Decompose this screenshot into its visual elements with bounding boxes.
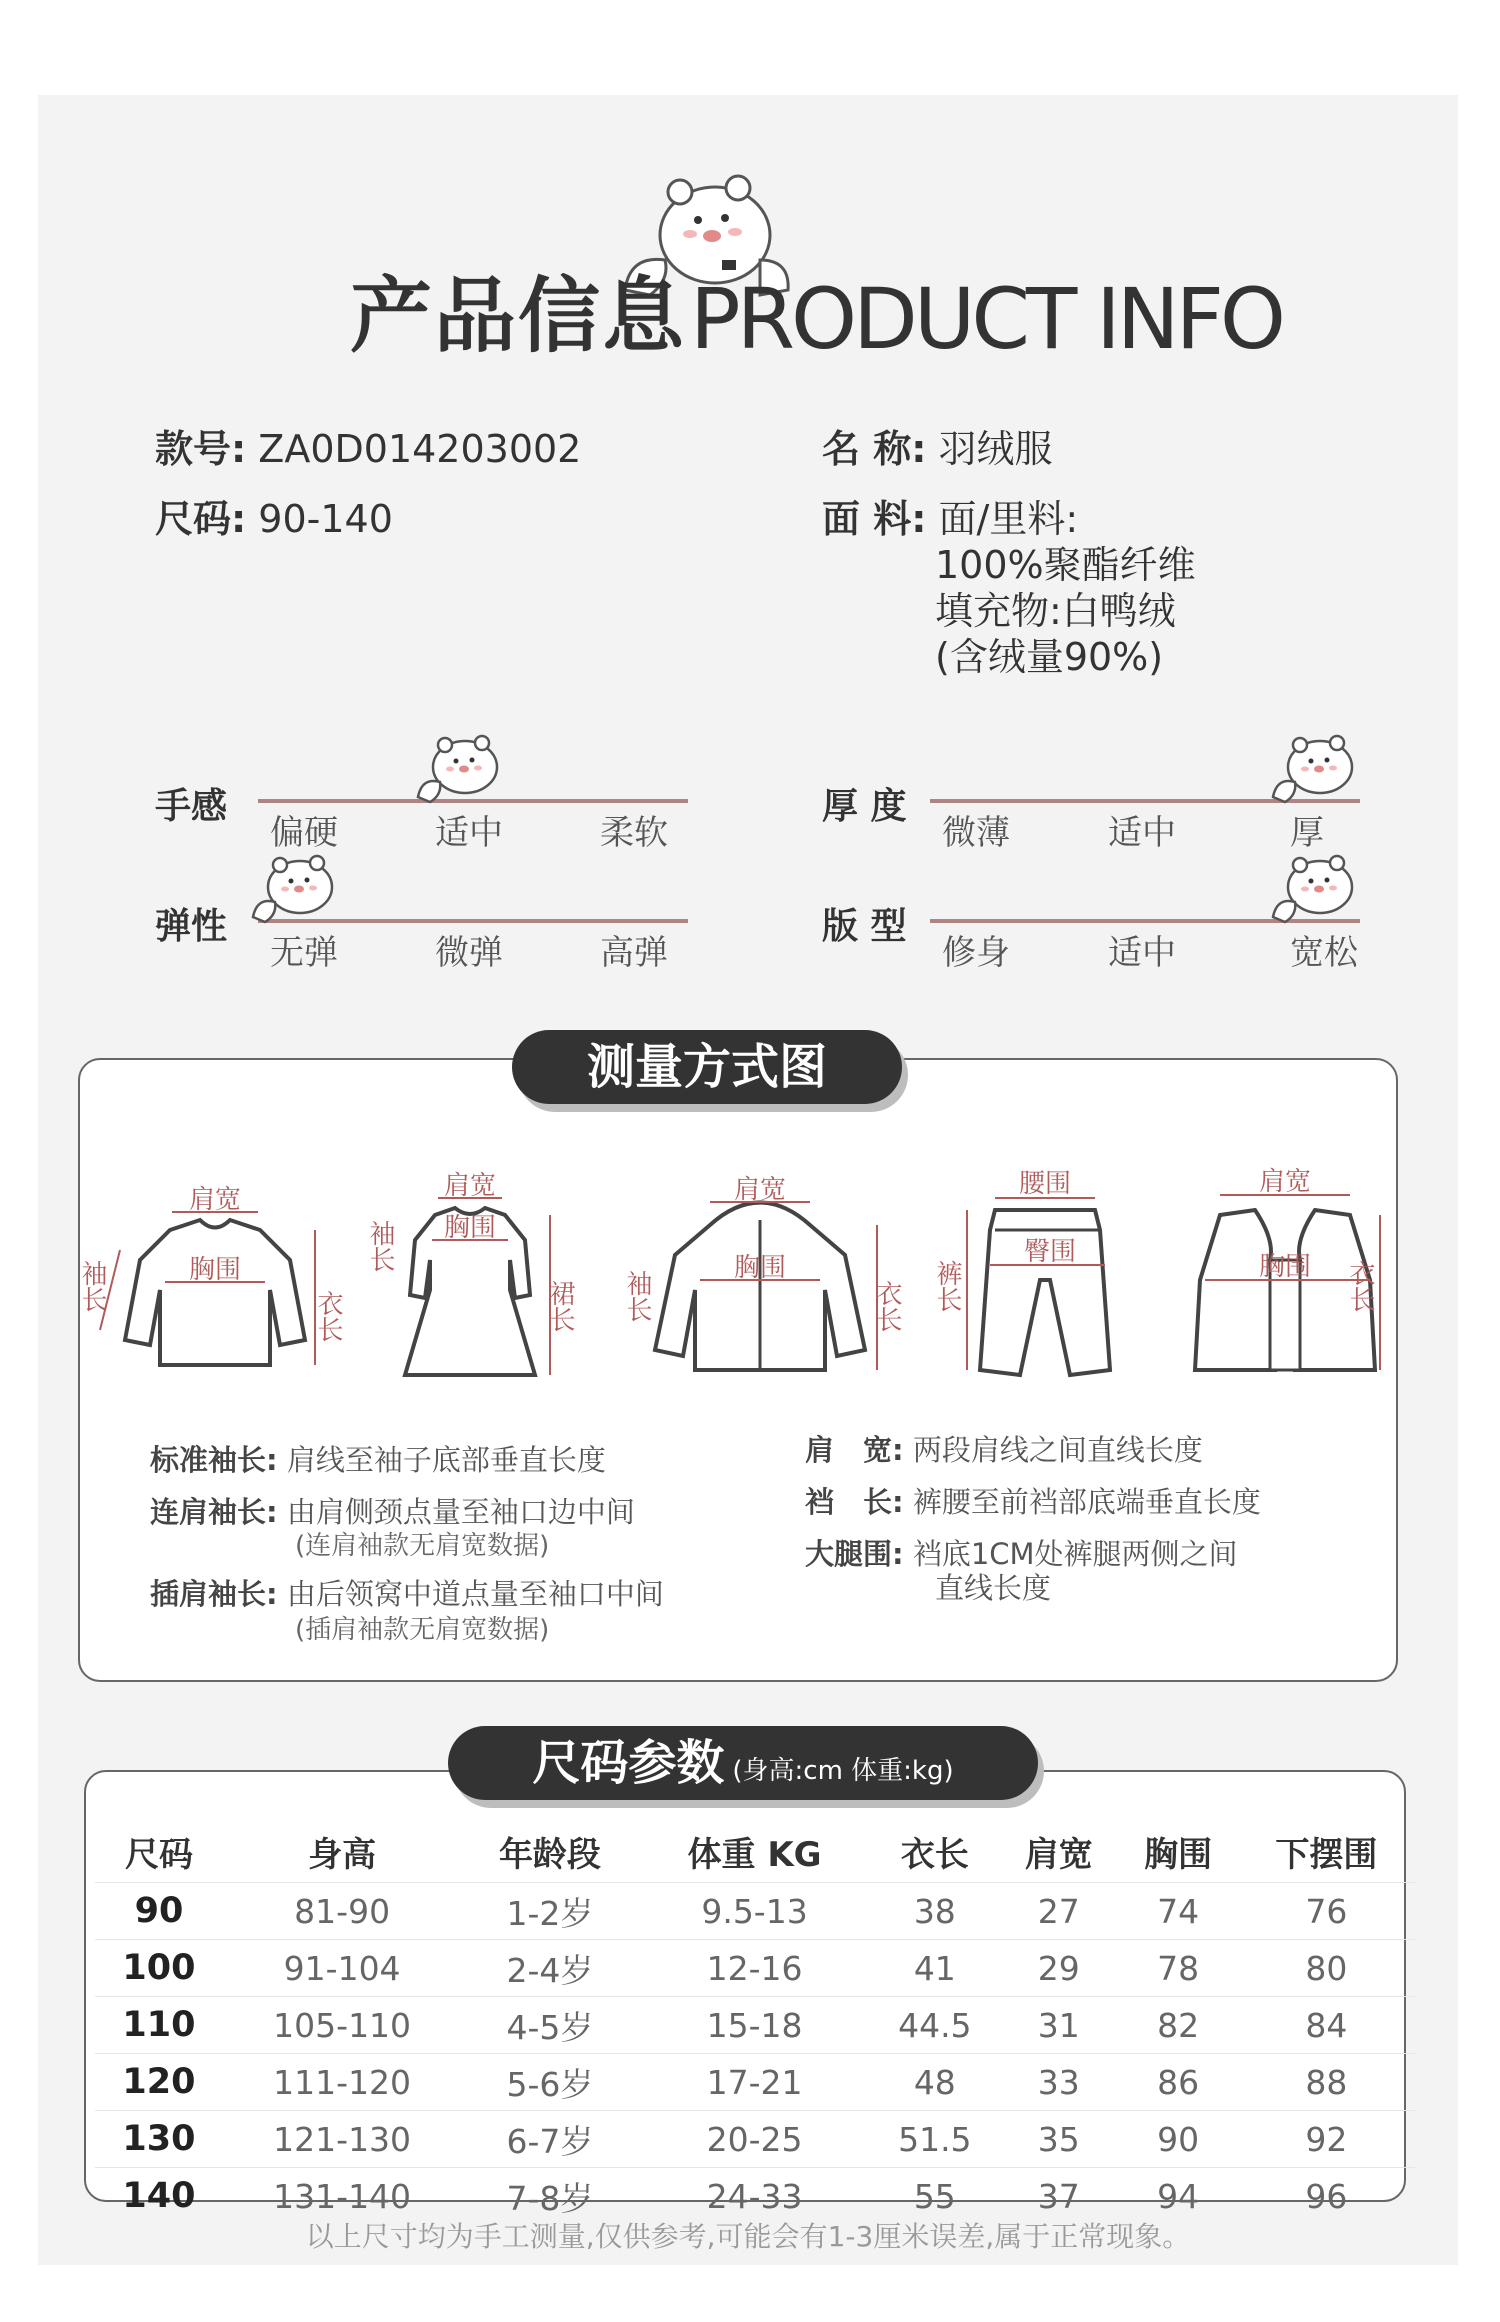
scale-option: 厚 bbox=[1290, 813, 1324, 853]
table-row bbox=[95, 2054, 1415, 2111]
size-column-header: 年龄段 bbox=[498, 1834, 601, 1875]
size-column-header: 衣长 bbox=[900, 1834, 969, 1875]
size-cell: 44.5 bbox=[871, 1997, 1000, 2054]
sleeve-label: 袖长 bbox=[622, 1270, 652, 1322]
size-cell: 12-16 bbox=[639, 1940, 871, 1997]
scale-option: 无弹 bbox=[270, 933, 338, 973]
size-cell: 15-18 bbox=[639, 1997, 871, 2054]
scale-option: 微薄 bbox=[942, 813, 1010, 853]
crotch-desc-text: 裤腰至前裆部底端垂直长度 bbox=[912, 1485, 1261, 1519]
size-cell: 130 bbox=[95, 2111, 223, 2168]
scale-option: 适中 bbox=[435, 813, 503, 853]
std-sleeve-text: 肩线至袖子底部垂直长度 bbox=[286, 1443, 606, 1477]
size-cell: 2-4岁 bbox=[461, 1940, 638, 1997]
size-cell: 48 bbox=[871, 2054, 1000, 2111]
size-label: 尺码: bbox=[155, 497, 247, 541]
insert-sleeve-text: 由后领窝中道点量至袖口中间 bbox=[286, 1577, 664, 1611]
size-cell: 100 bbox=[95, 1940, 223, 1997]
pants-length-label: 裤长 bbox=[932, 1260, 962, 1312]
size-cell: 80 bbox=[1238, 1940, 1415, 1997]
raglan-sleeve-label: 连肩袖长: bbox=[150, 1495, 278, 1529]
shoulder-label: 肩宽 bbox=[443, 1171, 497, 1201]
shoulder-label: 肩宽 bbox=[1258, 1167, 1312, 1197]
shoulder-label: 肩宽 bbox=[188, 1185, 242, 1215]
size-cell: 41 bbox=[871, 1940, 1000, 1997]
table-row bbox=[95, 1883, 1415, 1940]
bear-marker-icon bbox=[1265, 847, 1365, 927]
crotch-desc-label: 裆 长: bbox=[805, 1485, 904, 1519]
size-cell: 81-90 bbox=[223, 1883, 461, 1940]
size-cell: 110 bbox=[95, 1997, 223, 2054]
chest-label: 胸围 bbox=[733, 1253, 787, 1283]
table-row bbox=[95, 1997, 1415, 2054]
page-title bbox=[350, 258, 1300, 368]
name-label: 名 称: bbox=[822, 427, 927, 471]
chest-label: 胸围 bbox=[443, 1213, 497, 1243]
size-cell: 5-6岁 bbox=[461, 2054, 638, 2111]
thigh-desc-text-1: 裆底1CM处裤腿两侧之间 bbox=[912, 1537, 1238, 1571]
size-heading-unit: (身高:cm 体重:kg) bbox=[732, 1756, 954, 1786]
size-cell: 92 bbox=[1238, 2111, 1415, 2168]
size-cell: 6-7岁 bbox=[461, 2111, 638, 2168]
size-cell: 91-104 bbox=[223, 1940, 461, 1997]
size-column-header: 尺码 bbox=[124, 1834, 193, 1875]
measure-desc-left bbox=[150, 1440, 770, 1650]
size-footnote: 以上尺寸均为手工测量,仅供参考,可能会有1-3厘米误差,属于正常现象。 bbox=[305, 2220, 1191, 2253]
size-cell: 35 bbox=[999, 2111, 1118, 2168]
shoulder-desc-text: 两段肩线之间直线长度 bbox=[912, 1433, 1203, 1467]
style-number bbox=[155, 418, 581, 473]
measurement-heading: 测量方式图 bbox=[512, 1030, 902, 1104]
name-value: 羽绒服 bbox=[938, 427, 1053, 471]
thigh-desc-label: 大腿围: bbox=[805, 1537, 904, 1571]
table-row bbox=[95, 2111, 1415, 2168]
table-row bbox=[95, 1940, 1415, 1997]
size-cell: 131-140 bbox=[223, 2168, 461, 2225]
scale-label: 弹性 bbox=[155, 906, 228, 947]
raglan-sleeve-note: (连肩袖款无肩宽数据) bbox=[295, 1531, 550, 1561]
size-column-header: 体重 KG bbox=[687, 1834, 822, 1875]
size-cell: 33 bbox=[999, 2054, 1118, 2111]
sweatshirt-diagram bbox=[77, 1185, 343, 1390]
size-cell: 111-120 bbox=[223, 2054, 461, 2111]
fabric-line-2: 100%聚酯纤维 bbox=[935, 543, 1196, 587]
size-cell: 37 bbox=[999, 2168, 1118, 2225]
raglan-sleeve-text: 由肩侧颈点量至袖口边中间 bbox=[286, 1495, 635, 1529]
scale-option: 偏硬 bbox=[270, 813, 338, 853]
size-cell: 94 bbox=[1118, 2168, 1237, 2225]
sleeve-label: 袖长 bbox=[77, 1260, 107, 1312]
style-value: ZA0D014203002 bbox=[258, 427, 582, 471]
size-cell: 76 bbox=[1238, 1883, 1415, 1940]
size-column-header: 身高 bbox=[308, 1834, 377, 1875]
scale-label: 手感 bbox=[155, 786, 228, 827]
size-cell: 9.5-13 bbox=[639, 1883, 871, 1940]
size-cell: 78 bbox=[1118, 1940, 1237, 1997]
bear-marker-icon bbox=[410, 727, 510, 807]
size-value: 90-140 bbox=[258, 497, 393, 541]
size-cell: 82 bbox=[1118, 1997, 1237, 2054]
scale-option: 宽松 bbox=[1290, 933, 1358, 973]
size-heading-text: 尺码参数 bbox=[532, 1735, 725, 1791]
length-label: 衣长 bbox=[872, 1280, 902, 1332]
size-cell: 20-25 bbox=[639, 2111, 871, 2168]
length-label: 衣长 bbox=[1345, 1260, 1375, 1312]
size-cell: 31 bbox=[999, 1997, 1118, 2054]
product-name bbox=[822, 418, 1053, 473]
size-cell: 105-110 bbox=[223, 1997, 461, 2054]
length-label: 衣长 bbox=[313, 1290, 343, 1342]
size-cell: 7-8岁 bbox=[461, 2168, 638, 2225]
scale-option: 修身 bbox=[942, 933, 1010, 973]
vest-diagram bbox=[1180, 1167, 1390, 1395]
chest-label: 胸围 bbox=[1258, 1252, 1312, 1282]
size-column-header: 胸围 bbox=[1144, 1834, 1213, 1875]
scale-option: 微弹 bbox=[435, 933, 503, 973]
size-cell: 90 bbox=[95, 1883, 223, 1940]
size-cell: 24-33 bbox=[639, 2168, 871, 2225]
size-cell: 74 bbox=[1118, 1883, 1237, 1940]
size-table-header bbox=[95, 1820, 1415, 1883]
size-cell: 1-2岁 bbox=[461, 1883, 638, 1940]
size-column-header: 下摆围 bbox=[1275, 1834, 1378, 1875]
scale-label: 厚 度 bbox=[822, 786, 907, 827]
size-table-heading bbox=[448, 1726, 1038, 1800]
scale-option: 高弹 bbox=[600, 933, 668, 973]
jacket-diagram bbox=[615, 1175, 905, 1390]
size-cell: 4-5岁 bbox=[461, 1997, 638, 2054]
bear-marker-icon bbox=[1265, 727, 1365, 807]
fabric-line-1: 面/里料: bbox=[938, 497, 1079, 541]
size-cell: 121-130 bbox=[223, 2111, 461, 2168]
size-cell: 38 bbox=[871, 1883, 1000, 1940]
size-cell: 86 bbox=[1118, 2054, 1237, 2111]
size-table bbox=[95, 1820, 1415, 2224]
size-column-header: 肩宽 bbox=[1024, 1834, 1093, 1875]
dress-diagram bbox=[360, 1171, 580, 1390]
scale-option: 柔软 bbox=[600, 813, 668, 853]
size-table-body bbox=[95, 1883, 1415, 2225]
size-cell: 84 bbox=[1238, 1997, 1415, 2054]
size-cell: 120 bbox=[95, 2054, 223, 2111]
std-sleeve-label: 标准袖长: bbox=[150, 1443, 278, 1477]
bear-marker-icon bbox=[245, 847, 345, 927]
size-cell: 29 bbox=[999, 1940, 1118, 1997]
hip-label: 臀围 bbox=[1023, 1237, 1077, 1267]
size-cell: 88 bbox=[1238, 2054, 1415, 2111]
shoulder-label: 肩宽 bbox=[733, 1175, 787, 1205]
measure-desc-right bbox=[805, 1430, 1365, 1608]
chest-label: 胸围 bbox=[188, 1255, 242, 1285]
insert-sleeve-note: (插肩袖款无肩宽数据) bbox=[295, 1615, 550, 1645]
waist-label: 腰围 bbox=[1018, 1169, 1072, 1199]
title-chinese: 产品信息 bbox=[350, 269, 687, 364]
shoulder-desc-label: 肩 宽: bbox=[805, 1433, 904, 1467]
size-cell: 90 bbox=[1118, 2111, 1237, 2168]
size-cell: 27 bbox=[999, 1883, 1118, 1940]
size-cell: 96 bbox=[1238, 2168, 1415, 2225]
scale-option: 适中 bbox=[1108, 813, 1176, 853]
insert-sleeve-label: 插肩袖长: bbox=[150, 1577, 278, 1611]
scale-option: 适中 bbox=[1108, 933, 1176, 973]
title-english: PRODUCT INFO bbox=[690, 270, 1283, 368]
size-cell: 55 bbox=[871, 2168, 1000, 2225]
thigh-desc-text-2: 直线长度 bbox=[935, 1571, 1052, 1605]
scale-label: 版 型 bbox=[822, 906, 907, 947]
fabric-line-4: (含绒量90%) bbox=[935, 635, 1164, 679]
pants-diagram bbox=[932, 1169, 1145, 1395]
sleeve-label: 袖长 bbox=[365, 1220, 395, 1272]
skirt-length-label: 裙长 bbox=[545, 1280, 575, 1332]
size-cell: 140 bbox=[95, 2168, 223, 2225]
size-range bbox=[155, 488, 393, 543]
fabric-line-3: 填充物:白鸭绒 bbox=[935, 589, 1176, 633]
style-label: 款号: bbox=[155, 427, 247, 471]
fabric-label: 面 料: bbox=[822, 497, 927, 541]
size-cell: 17-21 bbox=[639, 2054, 871, 2111]
size-cell: 51.5 bbox=[871, 2111, 1000, 2168]
